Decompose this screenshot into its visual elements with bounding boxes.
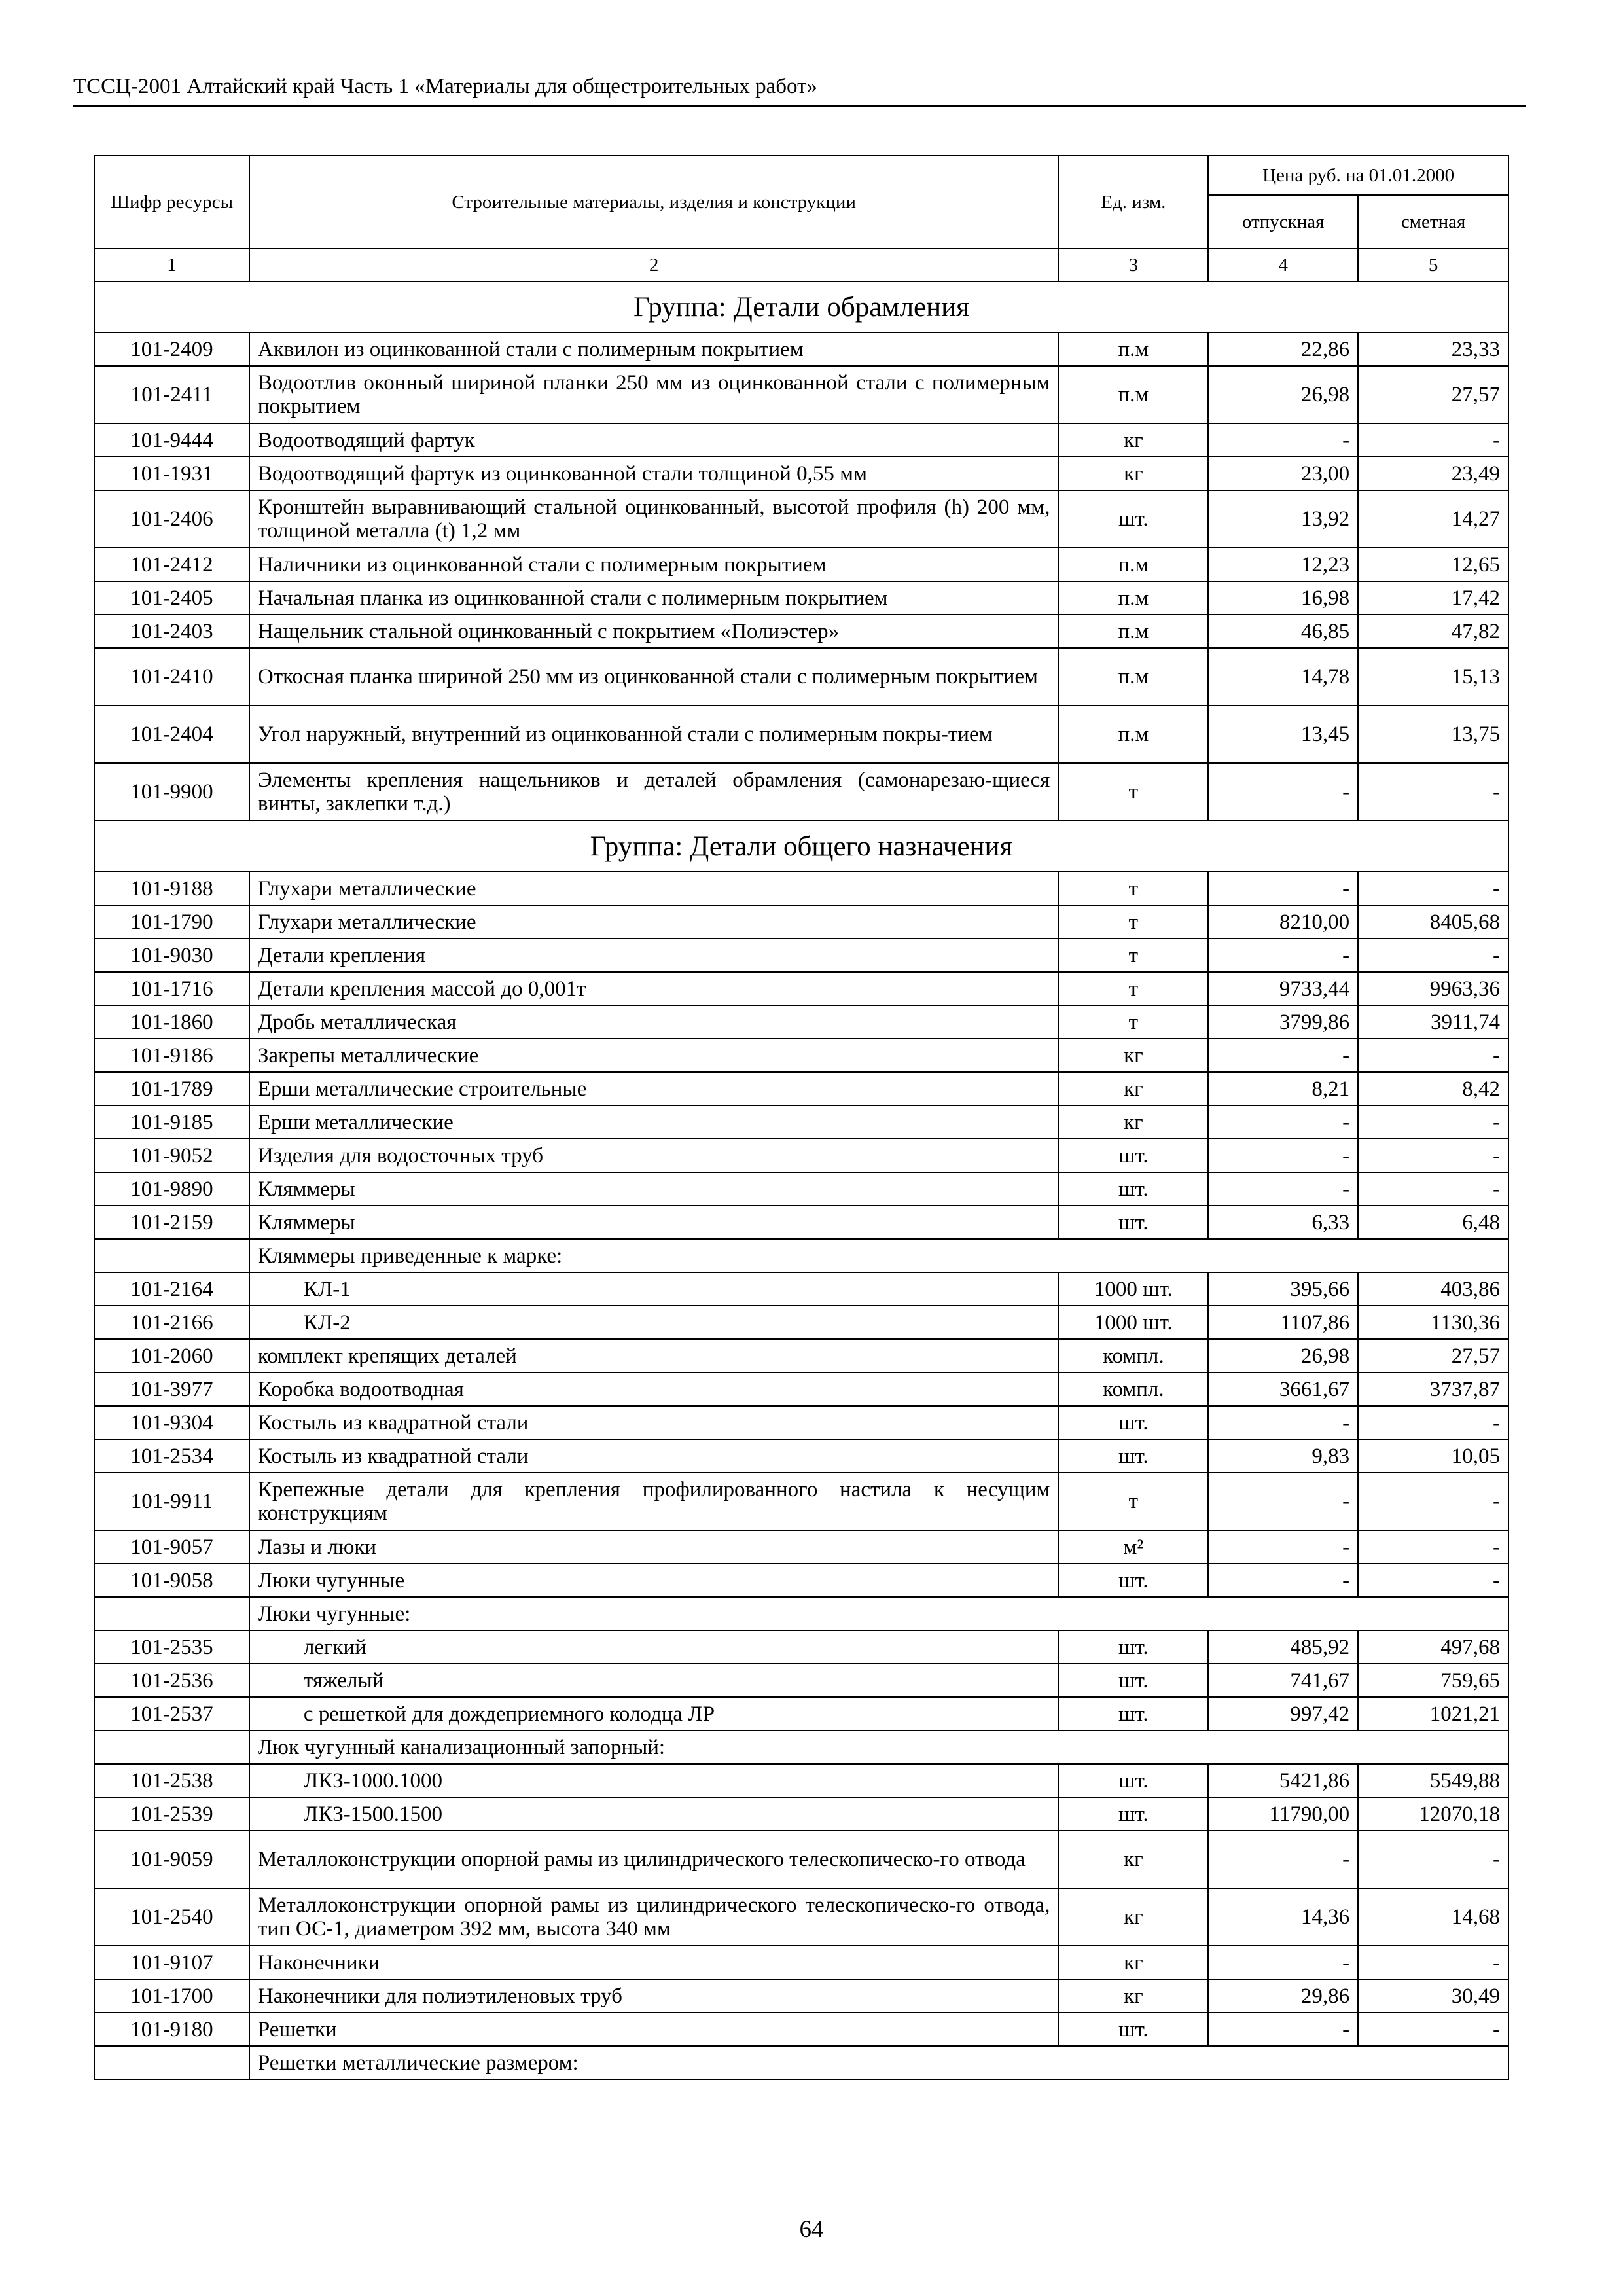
unit-of-measure: шт. — [1058, 2013, 1208, 2046]
resource-code: 101-2060 — [94, 1339, 249, 1372]
estimate-price: - — [1358, 763, 1508, 821]
table-row — [94, 648, 1508, 706]
resource-code: 101-2166 — [94, 1306, 249, 1339]
release-price: 14,78 — [1208, 648, 1358, 706]
release-price: 3661,67 — [1208, 1372, 1358, 1406]
release-price: 46,85 — [1208, 615, 1358, 648]
column-numbers-row — [94, 249, 1508, 281]
material-name: Кляммеры — [249, 1172, 1059, 1206]
release-price: - — [1208, 872, 1358, 905]
unit-of-measure: кг — [1058, 1979, 1208, 2013]
unit-of-measure: кг — [1058, 1039, 1208, 1072]
unit-of-measure: т — [1058, 872, 1208, 905]
resource-code: 101-9911 — [94, 1473, 249, 1530]
material-name: тяжелый — [249, 1664, 1059, 1697]
table-row — [94, 1664, 1508, 1697]
table-row — [94, 548, 1508, 581]
resource-code: 101-1789 — [94, 1072, 249, 1105]
release-price: 741,67 — [1208, 1664, 1358, 1697]
material-name: Водоотводящий фартук — [249, 423, 1059, 457]
subheading-row — [94, 1731, 1508, 1764]
material-name: Решетки — [249, 2013, 1059, 2046]
release-price: 1107,86 — [1208, 1306, 1358, 1339]
resource-code: 101-2538 — [94, 1764, 249, 1797]
material-name: Откосная планка шириной 250 мм из оцинкованной стали с полимерным покрытием — [249, 648, 1059, 706]
estimate-price: - — [1358, 1105, 1508, 1139]
unit-of-measure: кг — [1058, 1888, 1208, 1946]
resource-code: 101-2159 — [94, 1206, 249, 1239]
estimate-price: 1021,21 — [1358, 1697, 1508, 1731]
estimate-price: 14,27 — [1358, 490, 1508, 548]
estimate-price: 8,42 — [1358, 1072, 1508, 1105]
material-name: Изделия для водосточных труб — [249, 1139, 1059, 1172]
unit-of-measure: п.м — [1058, 548, 1208, 581]
release-price: - — [1208, 1406, 1358, 1439]
estimate-price: 12070,18 — [1358, 1797, 1508, 1831]
estimate-price: - — [1358, 1139, 1508, 1172]
resource-code: 101-9185 — [94, 1105, 249, 1139]
estimate-price: 6,48 — [1358, 1206, 1508, 1239]
release-price: 16,98 — [1208, 581, 1358, 615]
table-row — [94, 1530, 1508, 1564]
material-name: Ерши металлические строительные — [249, 1072, 1059, 1105]
unit-of-measure: п.м — [1058, 615, 1208, 648]
material-name: Люки чугунные — [249, 1564, 1059, 1597]
release-price: - — [1208, 939, 1358, 972]
estimate-price: 8405,68 — [1358, 905, 1508, 939]
material-name: Начальная планка из оцинкованной стали с полимерным покрытием — [249, 581, 1059, 615]
table-row — [94, 1372, 1508, 1406]
subheading-row — [94, 1597, 1508, 1630]
header-release-price: отпускная — [1208, 195, 1358, 249]
estimate-price: 1130,36 — [1358, 1306, 1508, 1339]
estimate-price: - — [1358, 1530, 1508, 1564]
resource-code: 101-9057 — [94, 1530, 249, 1564]
unit-of-measure: т — [1058, 939, 1208, 972]
table-row — [94, 1946, 1508, 1979]
resource-code: 101-2536 — [94, 1664, 249, 1697]
unit-of-measure: п.м — [1058, 366, 1208, 423]
unit-of-measure: п.м — [1058, 648, 1208, 706]
table-row — [94, 763, 1508, 821]
table-row — [94, 1105, 1508, 1139]
table-row — [94, 1039, 1508, 1072]
unit-of-measure: шт. — [1058, 1206, 1208, 1239]
estimate-price: 3911,74 — [1358, 1005, 1508, 1039]
estimate-price: - — [1358, 1473, 1508, 1530]
resource-code: 101-9444 — [94, 423, 249, 457]
release-price: 26,98 — [1208, 366, 1358, 423]
release-price: - — [1208, 1530, 1358, 1564]
subheading-row — [94, 2046, 1508, 2079]
release-price: 22,86 — [1208, 332, 1358, 366]
subheading-text: Люк чугунный канализационный запорный: — [249, 1731, 1508, 1764]
estimate-price: 13,75 — [1358, 706, 1508, 763]
unit-of-measure: т — [1058, 905, 1208, 939]
release-price: - — [1208, 1946, 1358, 1979]
table-row — [94, 615, 1508, 648]
unit-of-measure: п.м — [1058, 706, 1208, 763]
resource-code: 101-9052 — [94, 1139, 249, 1172]
table-row — [94, 423, 1508, 457]
estimate-price: - — [1358, 872, 1508, 905]
estimate-price: - — [1358, 939, 1508, 972]
resource-code: 101-9186 — [94, 1039, 249, 1072]
table-row — [94, 1564, 1508, 1597]
group-title: Группа: Детали общего назначения — [94, 821, 1508, 872]
estimate-price: 27,57 — [1358, 366, 1508, 423]
group-heading-row — [94, 281, 1508, 332]
estimate-price: 47,82 — [1358, 615, 1508, 648]
unit-of-measure: т — [1058, 1473, 1208, 1530]
material-name: Кронштейн выравнивающий стальной оцинкованный, высотой профиля (h) 200 мм, толщиной металла (t) 1,2 мм — [249, 490, 1059, 548]
release-price: 13,45 — [1208, 706, 1358, 763]
release-price: 5421,86 — [1208, 1764, 1358, 1797]
material-name: Водоотлив оконный шириной планки 250 мм из оцинкованной стали с полимерным покрытием — [249, 366, 1059, 423]
resource-code: 101-2412 — [94, 548, 249, 581]
estimate-price: - — [1358, 423, 1508, 457]
resource-code: 101-9058 — [94, 1564, 249, 1597]
table-row — [94, 1306, 1508, 1339]
table-row — [94, 872, 1508, 905]
table-row — [94, 1139, 1508, 1172]
table-row — [94, 2013, 1508, 2046]
estimate-price: 23,49 — [1358, 457, 1508, 490]
estimate-price: 497,68 — [1358, 1630, 1508, 1664]
header-unit: Ед. изм. — [1058, 156, 1208, 249]
table-row — [94, 1831, 1508, 1888]
material-name: ЛКЗ-1500.1500 — [249, 1797, 1059, 1831]
table-row — [94, 1888, 1508, 1946]
material-name: Костыль из квадратной стали — [249, 1439, 1059, 1473]
table-row — [94, 1473, 1508, 1530]
estimate-price: 759,65 — [1358, 1664, 1508, 1697]
release-price: 395,66 — [1208, 1272, 1358, 1306]
group-heading-row — [94, 821, 1508, 872]
column-number: 3 — [1058, 249, 1208, 281]
table-body — [94, 281, 1508, 2079]
release-price: 11790,00 — [1208, 1797, 1358, 1831]
material-name: Лазы и люки — [249, 1530, 1059, 1564]
resource-code: 101-2539 — [94, 1797, 249, 1831]
resource-code: 101-9030 — [94, 939, 249, 972]
material-name: Наконечники — [249, 1946, 1059, 1979]
resource-code: 101-1716 — [94, 972, 249, 1005]
column-number: 5 — [1358, 249, 1508, 281]
resource-code: 101-2410 — [94, 648, 249, 706]
empty-cell — [94, 1731, 249, 1764]
header-code: Шифр ресурсы — [94, 156, 249, 249]
resource-code: 101-1700 — [94, 1979, 249, 2013]
resource-code: 101-9900 — [94, 763, 249, 821]
material-name: Дробь металлическая — [249, 1005, 1059, 1039]
estimate-price: 5549,88 — [1358, 1764, 1508, 1797]
subheading-text: Решетки металлические размером: — [249, 2046, 1508, 2079]
unit-of-measure: т — [1058, 972, 1208, 1005]
estimate-price: 12,65 — [1358, 548, 1508, 581]
release-price: - — [1208, 2013, 1358, 2046]
estimate-price: 17,42 — [1358, 581, 1508, 615]
resource-code: 101-2404 — [94, 706, 249, 763]
unit-of-measure: шт. — [1058, 1630, 1208, 1664]
unit-of-measure: кг — [1058, 423, 1208, 457]
material-name: Костыль из квадратной стали — [249, 1406, 1059, 1439]
table-row — [94, 490, 1508, 548]
material-name: Глухари металлические — [249, 872, 1059, 905]
unit-of-measure: шт. — [1058, 1764, 1208, 1797]
resource-code: 101-9180 — [94, 2013, 249, 2046]
unit-of-measure: 1000 шт. — [1058, 1306, 1208, 1339]
group-title: Группа: Детали обрамления — [94, 281, 1508, 332]
estimate-price: 403,86 — [1358, 1272, 1508, 1306]
table-row — [94, 972, 1508, 1005]
material-name: Металлоконструкции опорной рамы из цилиндрического телескопическо-го отвода — [249, 1831, 1059, 1888]
material-name: ЛКЗ-1000.1000 — [249, 1764, 1059, 1797]
estimate-price: 15,13 — [1358, 648, 1508, 706]
subheading-row — [94, 1239, 1508, 1272]
resource-code: 101-9890 — [94, 1172, 249, 1206]
material-name: Наличники из оцинкованной стали с полимерным покрытием — [249, 548, 1059, 581]
material-name: комплект крепящих деталей — [249, 1339, 1059, 1372]
unit-of-measure: шт. — [1058, 1697, 1208, 1731]
unit-of-measure: кг — [1058, 1105, 1208, 1139]
unit-of-measure: кг — [1058, 1072, 1208, 1105]
resource-code: 101-2405 — [94, 581, 249, 615]
material-name: Детали крепления — [249, 939, 1059, 972]
resource-code: 101-9059 — [94, 1831, 249, 1888]
resource-code: 101-3977 — [94, 1372, 249, 1406]
resource-code: 101-2409 — [94, 332, 249, 366]
estimate-price: - — [1358, 2013, 1508, 2046]
table-row — [94, 581, 1508, 615]
estimate-price: 9963,36 — [1358, 972, 1508, 1005]
table-row — [94, 1172, 1508, 1206]
resource-code: 101-9107 — [94, 1946, 249, 1979]
estimate-price: - — [1358, 1406, 1508, 1439]
release-price: 8210,00 — [1208, 905, 1358, 939]
material-name: Аквилон из оцинкованной стали с полимерным покрытием — [249, 332, 1059, 366]
estimate-price: 3737,87 — [1358, 1372, 1508, 1406]
unit-of-measure: кг — [1058, 457, 1208, 490]
release-price: 485,92 — [1208, 1630, 1358, 1664]
unit-of-measure: т — [1058, 1005, 1208, 1039]
table-row — [94, 939, 1508, 972]
unit-of-measure: шт. — [1058, 1564, 1208, 1597]
header-name: Строительные материалы, изделия и конструкции — [249, 156, 1059, 249]
header-rule — [73, 105, 1526, 107]
estimate-price: 30,49 — [1358, 1979, 1508, 2013]
resource-code: 101-1931 — [94, 457, 249, 490]
release-price: - — [1208, 1172, 1358, 1206]
material-name: Водоотводящий фартук из оцинкованной стали толщиной 0,55 мм — [249, 457, 1059, 490]
table-row — [94, 1697, 1508, 1731]
page-number: 64 — [799, 2216, 824, 2243]
estimate-price: - — [1358, 1172, 1508, 1206]
estimate-price: - — [1358, 1946, 1508, 1979]
release-price: - — [1208, 1039, 1358, 1072]
material-name: Закрепы металлические — [249, 1039, 1059, 1072]
release-price: 14,36 — [1208, 1888, 1358, 1946]
table-row — [94, 1272, 1508, 1306]
table-row — [94, 1764, 1508, 1797]
unit-of-measure: шт. — [1058, 1797, 1208, 1831]
release-price: 6,33 — [1208, 1206, 1358, 1239]
empty-cell — [94, 1597, 249, 1630]
resource-code: 101-2537 — [94, 1697, 249, 1731]
unit-of-measure: шт. — [1058, 1664, 1208, 1697]
resource-code: 101-1860 — [94, 1005, 249, 1039]
release-price: 8,21 — [1208, 1072, 1358, 1105]
resource-code: 101-2411 — [94, 366, 249, 423]
unit-of-measure: м² — [1058, 1530, 1208, 1564]
material-name: Глухари металлические — [249, 905, 1059, 939]
header-price: Цена руб. на 01.01.2000 — [1208, 156, 1508, 195]
unit-of-measure: шт. — [1058, 490, 1208, 548]
table-row — [94, 332, 1508, 366]
table-row — [94, 1797, 1508, 1831]
material-name: легкий — [249, 1630, 1059, 1664]
column-number: 1 — [94, 249, 249, 281]
estimate-price: - — [1358, 1039, 1508, 1072]
subheading-text: Люки чугунные: — [249, 1597, 1508, 1630]
column-number: 4 — [1208, 249, 1358, 281]
material-name: Коробка водоотводная — [249, 1372, 1059, 1406]
unit-of-measure: шт. — [1058, 1139, 1208, 1172]
release-price: - — [1208, 1139, 1358, 1172]
estimate-price: 23,33 — [1358, 332, 1508, 366]
estimate-price: - — [1358, 1564, 1508, 1597]
unit-of-measure: шт. — [1058, 1439, 1208, 1473]
page-header: ТССЦ-2001 Алтайский край Часть 1 «Материалы для общестроительных работ» — [73, 75, 818, 98]
material-name: Детали крепления массой до 0,001т — [249, 972, 1059, 1005]
empty-cell — [94, 1239, 249, 1272]
unit-of-measure: 1000 шт. — [1058, 1272, 1208, 1306]
resource-code: 101-2540 — [94, 1888, 249, 1946]
release-price: 997,42 — [1208, 1697, 1358, 1731]
material-name: КЛ-2 — [249, 1306, 1059, 1339]
table-row — [94, 457, 1508, 490]
release-price: - — [1208, 423, 1358, 457]
table-row — [94, 1406, 1508, 1439]
release-price: - — [1208, 1831, 1358, 1888]
table-row — [94, 1339, 1508, 1372]
unit-of-measure: т — [1058, 763, 1208, 821]
table-row — [94, 1439, 1508, 1473]
material-name: Металлоконструкции опорной рамы из цилиндрического телескопическо-го отвода, тип ОС-1, диаметром 392 мм, высота 340 мм — [249, 1888, 1059, 1946]
table-row — [94, 905, 1508, 939]
unit-of-measure: компл. — [1058, 1339, 1208, 1372]
table-row — [94, 1630, 1508, 1664]
table-row — [94, 1072, 1508, 1105]
price-table — [94, 155, 1509, 2080]
unit-of-measure: шт. — [1058, 1172, 1208, 1206]
release-price: 13,92 — [1208, 490, 1358, 548]
material-name: Угол наружный, внутренний из оцинкованной стали с полимерным покры-тием — [249, 706, 1059, 763]
release-price: 26,98 — [1208, 1339, 1358, 1372]
estimate-price: 14,68 — [1358, 1888, 1508, 1946]
resource-code: 101-2534 — [94, 1439, 249, 1473]
release-price: - — [1208, 1564, 1358, 1597]
resource-code: 101-9304 — [94, 1406, 249, 1439]
column-number: 2 — [249, 249, 1059, 281]
resource-code: 101-2403 — [94, 615, 249, 648]
release-price: 23,00 — [1208, 457, 1358, 490]
material-name: Ерши металлические — [249, 1105, 1059, 1139]
table-row — [94, 1979, 1508, 2013]
resource-code: 101-2406 — [94, 490, 249, 548]
estimate-price: 10,05 — [1358, 1439, 1508, 1473]
estimate-price: - — [1358, 1831, 1508, 1888]
material-name: Кляммеры — [249, 1206, 1059, 1239]
header-estimate-price: сметная — [1358, 195, 1508, 249]
release-price: 9733,44 — [1208, 972, 1358, 1005]
release-price: - — [1208, 1105, 1358, 1139]
subheading-text: Кляммеры приведенные к марке: — [249, 1239, 1508, 1272]
unit-of-measure: кг — [1058, 1831, 1208, 1888]
release-price: 12,23 — [1208, 548, 1358, 581]
resource-code: 101-9188 — [94, 872, 249, 905]
unit-of-measure: шт. — [1058, 1406, 1208, 1439]
material-name: Нащельник стальной оцинкованный с покрытием «Полиэстер» — [249, 615, 1059, 648]
resource-code: 101-2164 — [94, 1272, 249, 1306]
release-price: 29,86 — [1208, 1979, 1358, 2013]
material-name: Элементы крепления нащельников и деталей обрамления (самонарезаю-щиеся винты, заклепки т.д.) — [249, 763, 1059, 821]
table-row — [94, 366, 1508, 423]
release-price: - — [1208, 1473, 1358, 1530]
material-name: КЛ-1 — [249, 1272, 1059, 1306]
table-row — [94, 1206, 1508, 1239]
unit-of-measure: п.м — [1058, 332, 1208, 366]
resource-code: 101-1790 — [94, 905, 249, 939]
unit-of-measure: компл. — [1058, 1372, 1208, 1406]
unit-of-measure: кг — [1058, 1946, 1208, 1979]
estimate-price: 27,57 — [1358, 1339, 1508, 1372]
material-name: Наконечники для полиэтиленовых труб — [249, 1979, 1059, 2013]
material-name: с решеткой для дождеприемного колодца ЛР — [249, 1697, 1059, 1731]
table-row — [94, 706, 1508, 763]
release-price: 3799,86 — [1208, 1005, 1358, 1039]
unit-of-measure: п.м — [1058, 581, 1208, 615]
resource-code: 101-2535 — [94, 1630, 249, 1664]
table-row — [94, 1005, 1508, 1039]
empty-cell — [94, 2046, 249, 2079]
material-name: Крепежные детали для крепления профилированного настила к несущим конструкциям — [249, 1473, 1059, 1530]
release-price: - — [1208, 763, 1358, 821]
release-price: 9,83 — [1208, 1439, 1358, 1473]
